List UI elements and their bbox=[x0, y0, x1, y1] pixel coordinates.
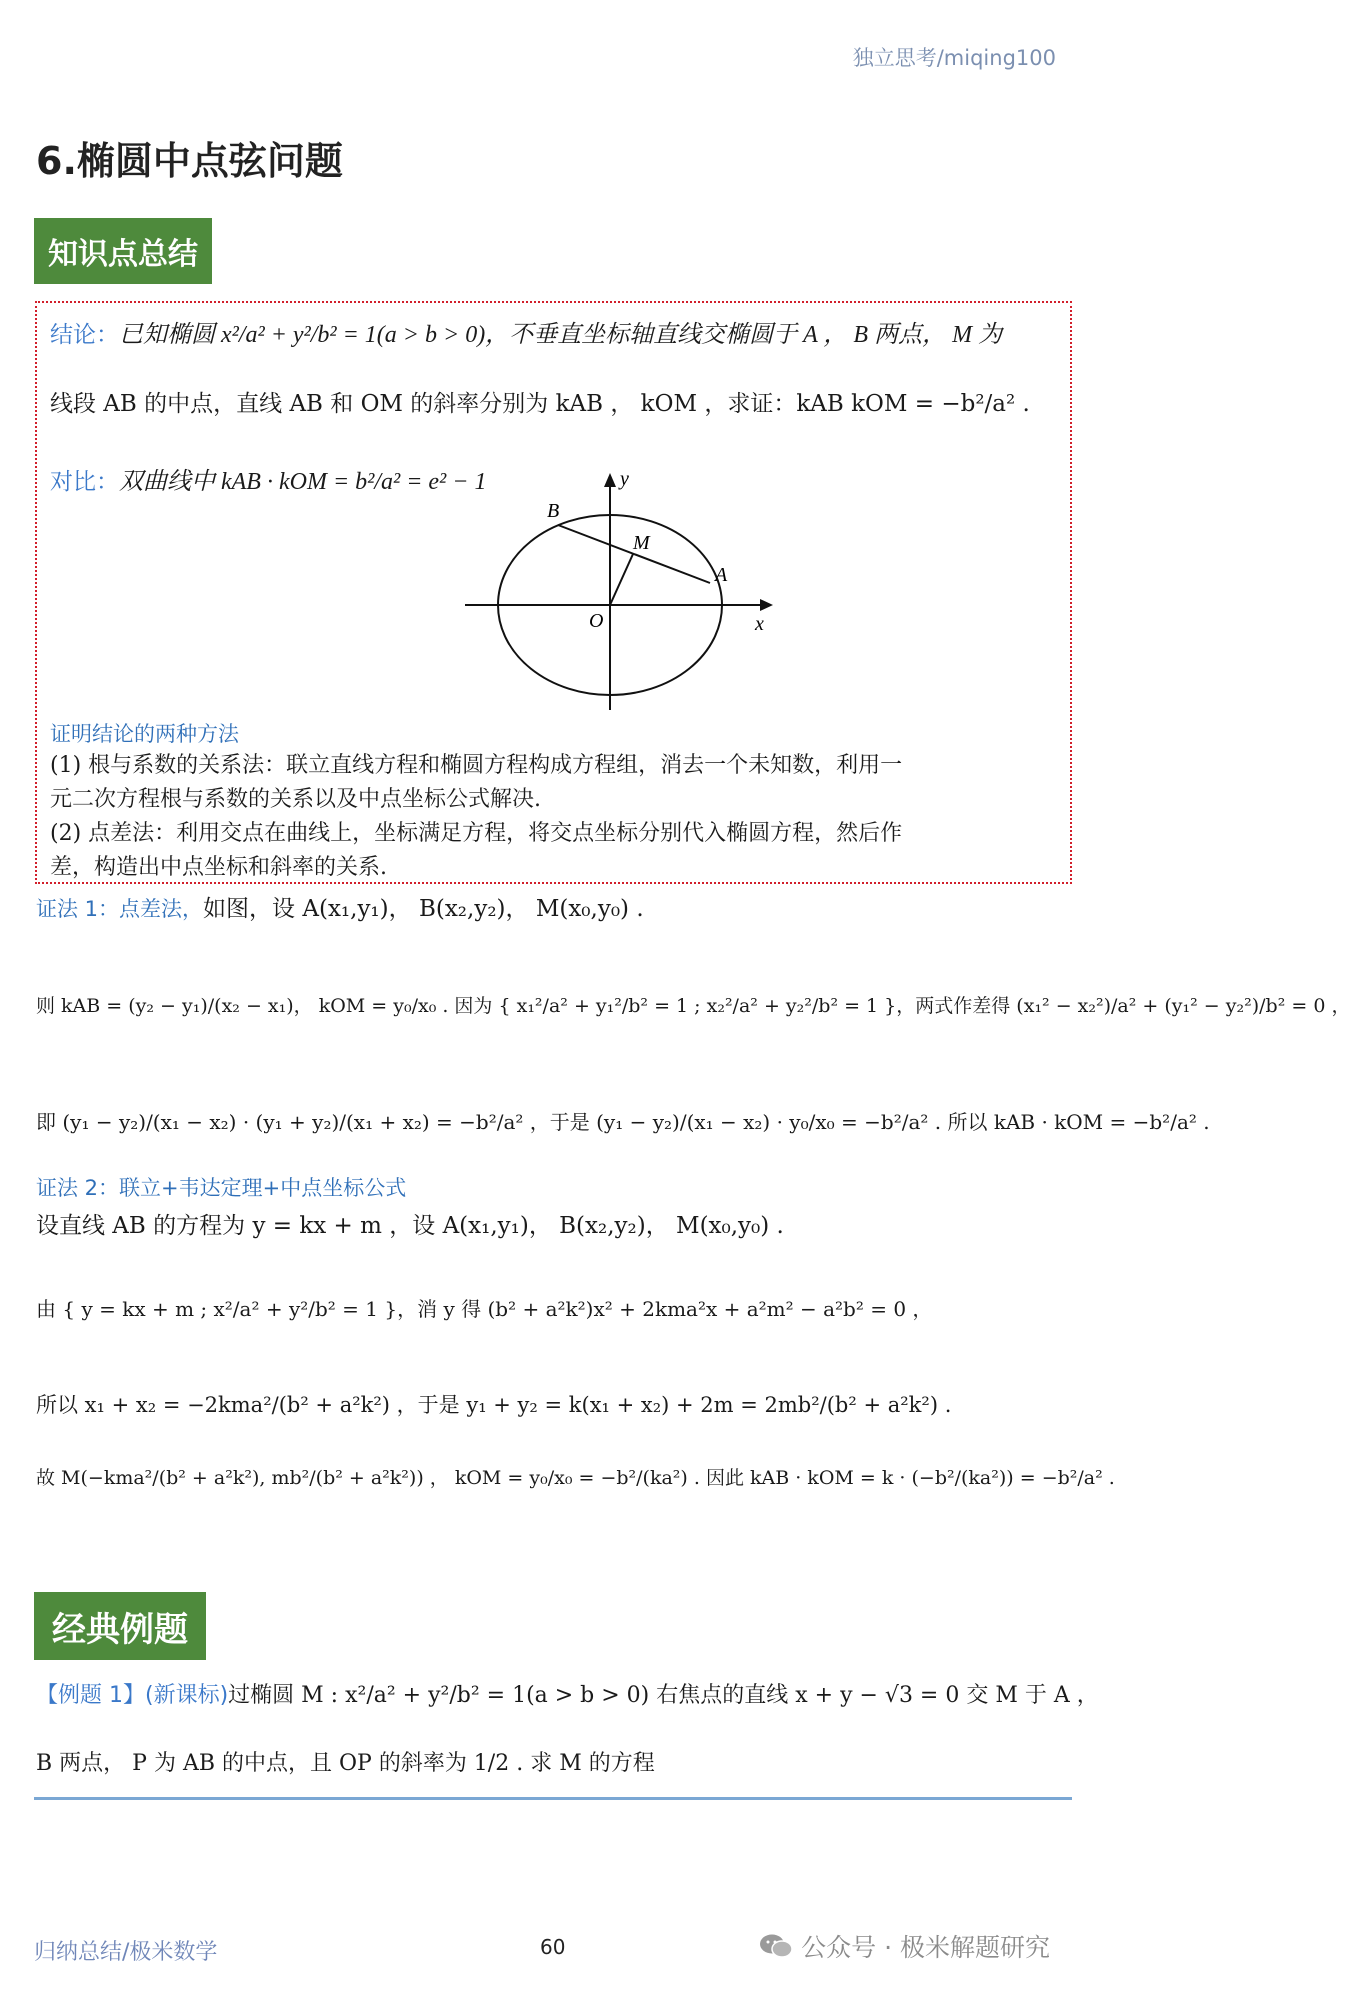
page-number: 60 bbox=[540, 1935, 566, 1959]
proof1-line-2: 则 kAB = (y₂ − y₁)/(x₂ − x₁)， kOM = y₀/x₀ . 因为 { x₁²/a² + y₁²/b² = 1 ; x₂²/a² + y₂²/b² = 1 }，两式作差得 (x₁² − x₂²)/a² + (y₁² − y₂²)/b² = 0 ， bbox=[36, 995, 1350, 1017]
proof1-line-3: 即 (y₁ − y₂)/(x₁ − x₂) · (y₁ + y₂)/(x₁ + x₂) = −b²/a² ，于是 (y₁ − y₂)/(x₁ − x₂) · y₀/x₀ = −b²/a² . 所以 kAB · kOM = −b²/a² . bbox=[36, 1110, 1210, 1134]
label-o: O bbox=[589, 610, 604, 632]
example1-line-1 bbox=[36, 1680, 1099, 1712]
page-title: 6.椭圆中点弦问题 bbox=[36, 139, 343, 183]
ellipse-figure bbox=[455, 465, 785, 715]
proof2-line-2: 由 { y = kx + m ; x²/a² + y²/b² = 1 }，消 y 得 (b² + a²k²)x² + 2kma²x + a²m² − a²b² = 0 ， bbox=[36, 1297, 933, 1321]
proof2-line-1: 设直线 AB 的方程为 y = kx + m ，设 A(x₁,y₁)， B(x₂,y₂)， M(x₀,y₀) . bbox=[36, 1213, 784, 1239]
method-2-line-b: 差，构造出中点坐标和斜率的关系. bbox=[50, 855, 387, 880]
bottom-rule bbox=[34, 1797, 1072, 1800]
x-axis-arrow bbox=[760, 599, 773, 611]
proof1-intro-line bbox=[36, 893, 644, 926]
conclusion-text-1: 已知椭圆 x²/a² + y²/b² = 1(a > b > 0)，不垂直坐标轴直线交椭圆于 A ， B 两点， M 为 bbox=[119, 322, 1003, 348]
example1-label: 【例题 1】(新课标) bbox=[36, 1683, 229, 1708]
method-1-line-b: 元二次方程根与系数的关系以及中点坐标公式解决. bbox=[50, 787, 541, 812]
conclusion-line-2: 线段 AB 的中点，直线 AB 和 OM 的斜率分别为 kAB ， kOM ，求证：kAB kOM = −b²/a² . bbox=[50, 391, 1030, 417]
section-tag-summary: 知识点总结 bbox=[34, 218, 212, 284]
label-b: B bbox=[547, 500, 560, 522]
footer-right-text: 公众号 · 极米解题研究 bbox=[801, 1933, 1050, 1962]
wechat-icon bbox=[759, 1933, 793, 1959]
proof1-intro: 如图，设 A(x₁,y₁)， B(x₂,y₂)， M(x₀,y₀) . bbox=[203, 896, 644, 922]
compare-line bbox=[50, 465, 486, 500]
proof2-line-3: 所以 x₁ + x₂ = −2kma²/(b² + a²k²) ，于是 y₁ + y₂ = k(x₁ + x₂) + 2m = 2mb²/(b² + a²k²) . bbox=[36, 1393, 952, 1417]
label-m: M bbox=[633, 532, 650, 554]
label-a: A bbox=[715, 564, 728, 586]
method-1-line-a: (1) 根与系数的关系法：联立直线方程和椭圆方程构成方程组，消去一个未知数，利用一 bbox=[50, 753, 903, 778]
proof2-line-4: 故 M(−kma²/(b² + a²k²), mb²/(b² + a²k²)) ， kOM = y₀/x₀ = −b²/(ka²) . 因此 kAB · kOM = k · (−b²/(ka²)) = −b²/a² . bbox=[36, 1467, 1115, 1489]
conclusion-label: 结论： bbox=[50, 322, 119, 348]
compare-text: 双曲线中 kAB · kOM = b²/a² = e² − 1 bbox=[119, 469, 487, 495]
y-axis-arrow bbox=[604, 473, 616, 487]
label-y: y bbox=[620, 468, 629, 490]
proof1-label: 证法 1：点差法， bbox=[36, 897, 204, 921]
header-watermark: 独立思考/miqing100 bbox=[852, 46, 1056, 70]
proof2-label: 证法 2：联立+韦达定理+中点坐标公式 bbox=[36, 1176, 407, 1200]
method-2-line-a: (2) 点差法：利用交点在曲线上，坐标满足方程，将交点坐标分别代入椭圆方程，然后作 bbox=[50, 821, 903, 846]
compare-label: 对比： bbox=[50, 469, 119, 495]
segment-om bbox=[610, 554, 633, 605]
example1-text-1: 过椭圆 M : x²/a² + y²/b² = 1(a > b > 0) 右焦点的直线 x + y − √3 = 0 交 M 于 A ， bbox=[228, 1683, 1099, 1708]
label-x: x bbox=[755, 613, 764, 635]
section-tag-examples: 经典例题 bbox=[34, 1592, 206, 1660]
footer-account bbox=[759, 1928, 1050, 1964]
example1-line-2: B 两点， P 为 AB 的中点，且 OP 的斜率为 1/2 . 求 M 的方程 bbox=[36, 1751, 655, 1776]
conclusion-line-1 bbox=[50, 318, 1002, 353]
footer-left: 归纳总结/极米数学 bbox=[34, 1940, 218, 1965]
methods-heading: 证明结论的两种方法 bbox=[50, 722, 239, 746]
